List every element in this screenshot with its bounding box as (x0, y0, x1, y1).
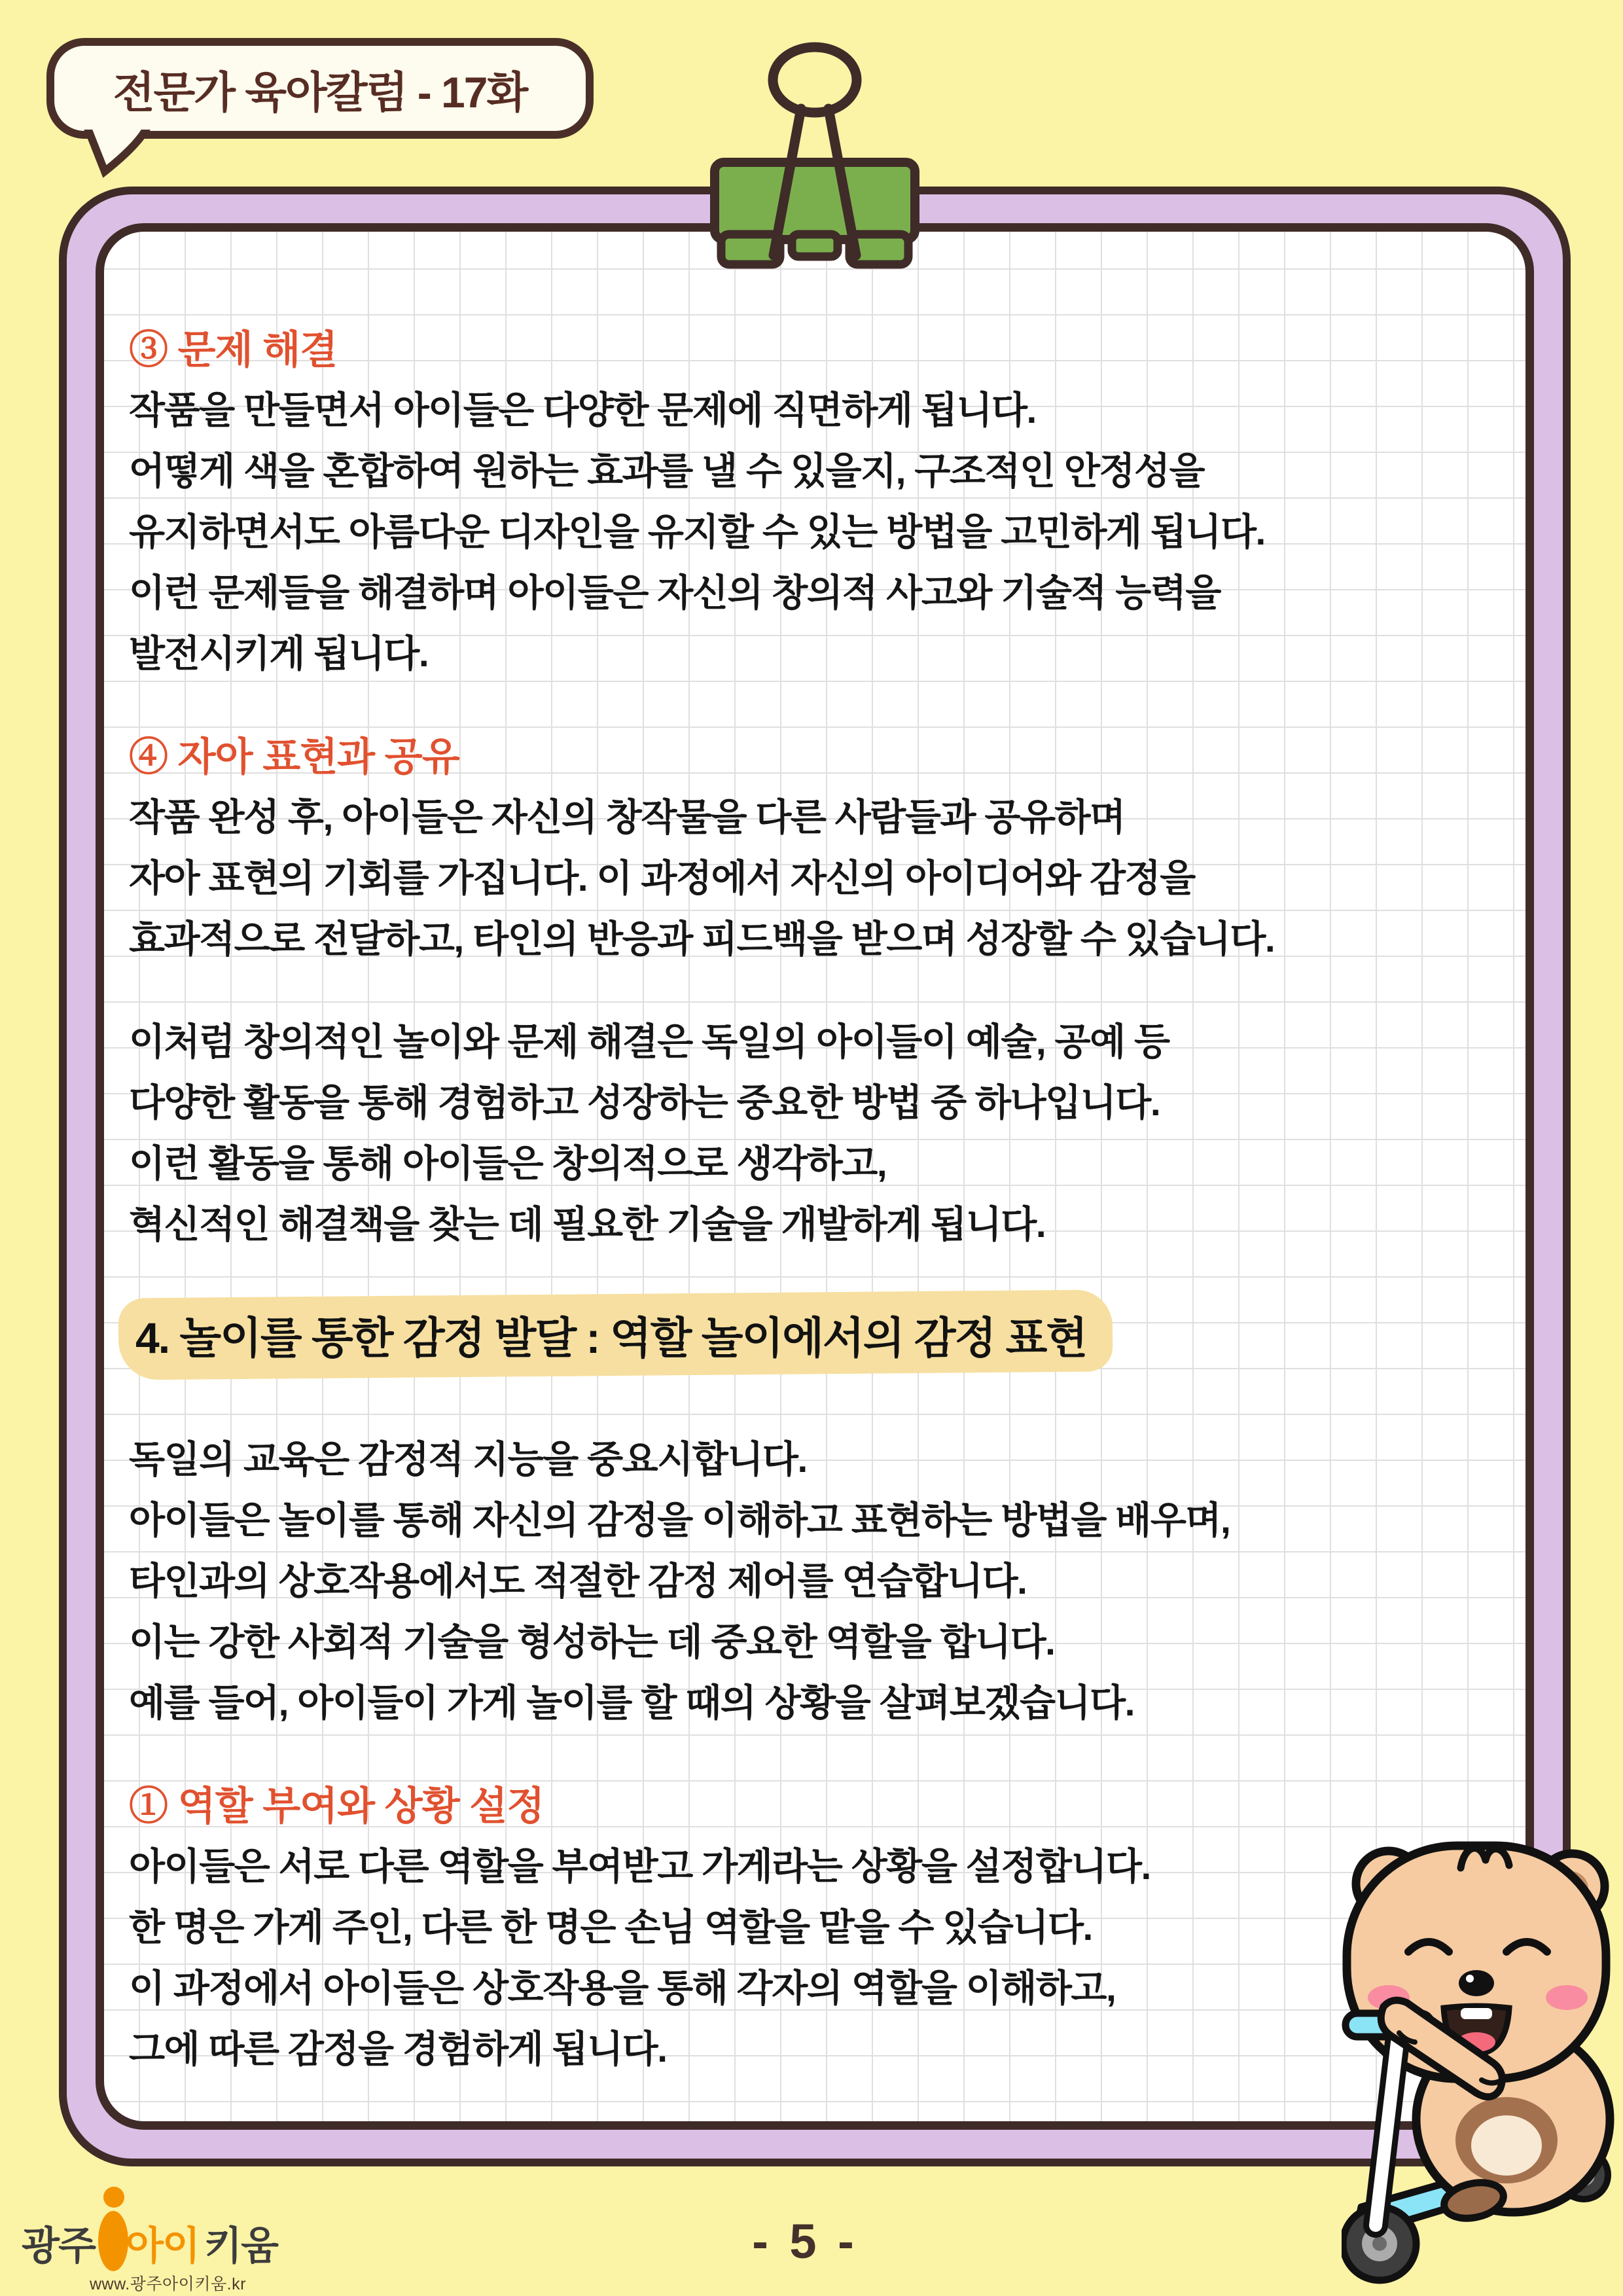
text-line: 아이들은 서로 다른 역할을 부여받고 가게라는 상황을 설정합니다. (129, 1846, 1150, 1888)
logo-text-kium: 키움 (204, 2224, 277, 2268)
logo-text-ai: 아이 (126, 2224, 199, 2268)
text-line: 발전시키게 됩니다. (129, 633, 429, 675)
text-line: 이처럼 창의적인 놀이와 문제 해결은 독일의 아이들이 예술, 공예 등 (129, 1021, 1169, 1063)
site-logo (22, 2186, 323, 2296)
section-1-heading: ① 역할 부여와 상황 설정 (129, 1784, 544, 1828)
text-line: 유지하면서도 아름다운 디자인을 유지할 수 있는 방법을 고민하게 됩니다. (129, 511, 1265, 553)
note-card-grid-paper (96, 223, 1534, 2130)
text-line: 작품 완성 후, 아이들은 자신의 창작물을 다른 사람들과 공유하며 (129, 797, 1125, 838)
text-line: 이런 문제들을 해결하며 아이들은 자신의 창의적 사고와 기술적 능력을 (129, 572, 1221, 614)
text-line: 독일의 교육은 감정적 지능을 중요시합니다. (129, 1439, 807, 1480)
article-content (104, 232, 1525, 2080)
text-line: 이는 강한 사회적 기술을 형성하는 데 중요한 역할을 합니다. (129, 1621, 1055, 1663)
text-line: 아이들은 놀이를 통해 자신의 감정을 이해하고 표현하는 방법을 배우며, (129, 1499, 1230, 1541)
logo-url: www.광주아이키움.kr (90, 2275, 246, 2293)
text-line: 이 과정에서 아이들은 상호작용을 통해 각자의 역할을 이해하고, (129, 1967, 1116, 2009)
chapter-4-heading-row (129, 1297, 1506, 1371)
text-line: 한 명은 가게 주인, 다른 한 명은 손님 역할을 맡을 수 있습니다. (129, 1907, 1092, 1948)
title-badge-label: 전문가 육아칼럼 - 17화 (113, 67, 527, 117)
chapter-4-heading-highlighted: 4. 놀이를 통한 감정 발달 : 역할 놀이에서의 감정 표현 (129, 1303, 1093, 1365)
summary-paragraph (129, 1012, 1506, 1255)
section-3-paragraph (129, 380, 1506, 685)
text-line: 타인과의 상호작용에서도 적절한 감정 제어를 연습합니다. (129, 1560, 1027, 1602)
binder-clip-icon (707, 38, 923, 274)
text-line: 예를 들어, 아이들이 가게 놀이를 할 때의 상황을 살펴보겠습니다. (129, 1682, 1134, 1724)
mascot-quokka-scooter-illustration (1342, 1833, 1616, 2296)
section-1-paragraph (129, 1837, 1506, 2080)
speech-bubble-tail (84, 130, 156, 181)
text-line: 다양한 활동을 통해 경험하고 성장하는 중요한 방법 중 하나입니다. (129, 1082, 1160, 1124)
section-4-heading: ④ 자아 표현과 공유 (129, 735, 459, 779)
title-badge (46, 38, 594, 139)
page-number: - 5 - (752, 2214, 858, 2269)
text-line: 혁신적인 해결책을 찾는 데 필요한 기술을 개발하게 됩니다. (129, 1204, 1046, 1246)
text-line: 어떻게 색을 혼합하여 원하는 효과를 낼 수 있을지, 구조적인 안정성을 (129, 450, 1205, 492)
text-line: 그에 따른 감정을 경험하게 됩니다. (129, 2028, 667, 2070)
text-line: 효과적으로 전달하고, 타인의 반응과 피드백을 받으며 성장할 수 있습니다. (129, 918, 1275, 960)
chapter-intro-paragraph (129, 1429, 1506, 1734)
text-line: 자아 표현의 기회를 가집니다. 이 과정에서 자신의 아이디어와 감정을 (129, 857, 1195, 899)
section-3-heading: ③ 문제 해결 (129, 328, 338, 372)
note-card-band (67, 194, 1563, 2159)
text-line: 작품을 만들면서 아이들은 다양한 문제에 직면하게 됩니다. (129, 389, 1036, 431)
section-4-paragraph (129, 787, 1506, 970)
logo-text-gwangju: 광주 (22, 2224, 95, 2268)
text-line: 이런 활동을 통해 아이들은 창의적으로 생각하고, (129, 1143, 887, 1185)
